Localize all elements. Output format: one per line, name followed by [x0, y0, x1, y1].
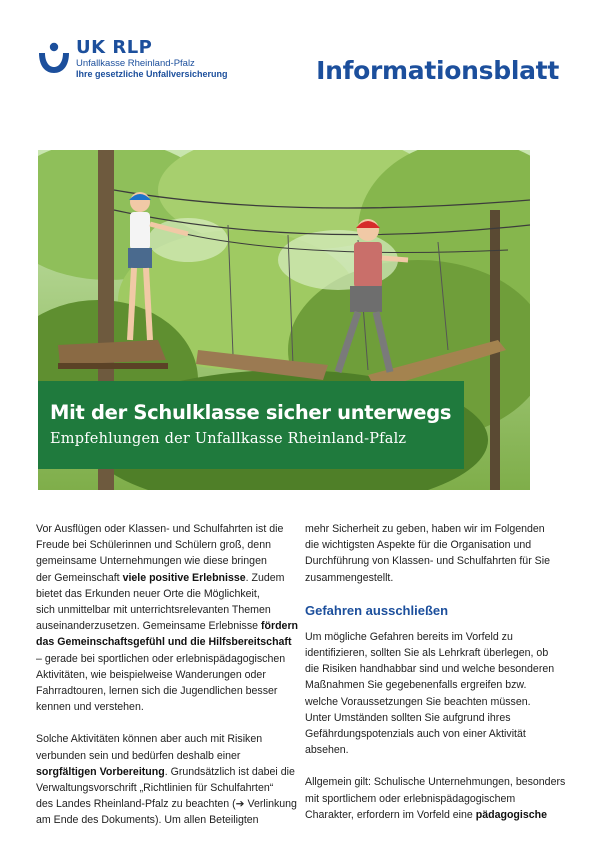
text-line: zusammengestellt.: [305, 571, 394, 584]
emphasis: fördern: [260, 620, 299, 633]
hazard-paragraph: [305, 629, 557, 759]
text-line: kennen und verstehen.: [36, 701, 144, 714]
section-heading: Gefahren ausschließen: [305, 602, 449, 618]
emphasis: pädagogische: [475, 808, 547, 821]
text-line: auseinanderzusetzen. Gemeinsame Erlebnisse fördern: [36, 620, 299, 633]
text-line: Fahrradtouren, lernen sich die Jugendlichen besser: [36, 685, 278, 698]
logo-tagline: Ihre gesetzliche Unfallversicherung: [76, 69, 228, 79]
ukrlp-logo-icon: [36, 40, 72, 76]
brand-logo: [36, 37, 228, 90]
text-line: Unter Umständen sollten Sie aufgrund ihres: [305, 711, 511, 724]
text-line: welche Voraussetzungen Sie beachten müssen.: [305, 695, 531, 708]
text-line: die Risiken handhabbar sind und welche besonderen: [305, 663, 555, 676]
text-line: Gefährdungspotenzials auch von einer Aktivität: [305, 728, 526, 741]
text-line: Freude bei Schülerinnen und Schülern groß, denn: [36, 539, 271, 552]
text-line: sorgfältigen Vorbereitung. Grundsätzlich ist dabei die: [36, 765, 295, 778]
continuation-paragraph: [305, 521, 557, 586]
page-title: Mit der Schulklasse sicher unterwegs: [50, 401, 452, 424]
text-line: Allgemein gilt: Schulische Unternehmungen, besonders: [305, 776, 566, 789]
text-line: mehr Sicherheit zu geben, haben wir im Folgenden: [305, 523, 545, 535]
emphasis: viele positive Erlebnisse: [122, 571, 246, 584]
risk-paragraph: [36, 731, 297, 828]
text-line: Vor Ausflügen oder Klassen- und Schulfahrten ist die: [36, 523, 284, 535]
title-banner: [38, 381, 464, 469]
text-line: am Ende des Dokuments). Um allen Beteiligten: [36, 814, 259, 827]
text-line: der Gemeinschaft viele positive Erlebnisse. Zudem: [36, 571, 285, 584]
text-line: – gerade bei sportlichen oder erlebnispädagogischen: [36, 652, 286, 665]
logo-name: UK RLP: [76, 37, 153, 58]
logo-subtitle: Unfallkasse Rheinland-Pfalz: [76, 58, 195, 69]
text-line: Maßnahmen Sie gegebenenfalls ergreifen bzw.: [305, 679, 527, 692]
text-line: Charakter, erfordern im Vorfeld eine pädagogische: [305, 808, 547, 821]
document-type-title: Informationsblatt: [316, 56, 559, 85]
text-line: mit sportlichem oder erlebnispädagogischem: [305, 792, 516, 805]
text-line: Verwaltungsvorschrift „Richtlinien für Schulfahrten“: [36, 782, 274, 795]
right-column: [305, 521, 566, 839]
text-line: bietet das Erkunden neuer Orte die Möglichkeit,: [36, 587, 260, 600]
left-column: [36, 521, 299, 845]
intro-paragraph: [36, 521, 299, 715]
page-subtitle: Empfehlungen der Unfallkasse Rheinland-Pfalz: [50, 431, 407, 447]
emphasis: sorgfältigen Vorbereitung: [36, 765, 165, 778]
text-line: sich unmittelbar mit unterrichtsrelevanten Themen: [36, 604, 271, 617]
text-line: identifizieren, sollten Sie als Lehrkraft überlegen, ob: [305, 647, 549, 660]
text-line: des Landes Rheinland-Pfalz zu beachten (➔ Verlinkung: [36, 798, 297, 811]
text-line: Aktivitäten, wie beispielweise Wanderungen oder: [36, 668, 266, 681]
text-line: Um mögliche Gefahren bereits im Vorfeld zu: [305, 630, 513, 643]
text-line: die wichtigsten Aspekte für die Organisation und: [305, 539, 532, 552]
text-line: gemeinsame Unternehmungen wie diese bringen: [36, 555, 267, 568]
text-line: Solche Aktivitäten können aber auch mit Risiken: [36, 733, 263, 746]
general-paragraph: [305, 774, 566, 823]
text-line: verbunden sein und bedürfen deshalb einer: [36, 749, 241, 762]
text-line: Durchführung von Klassen- und Schulfahrten für Sie: [305, 555, 550, 568]
emphasis-line: das Gemeinschaftsgefühl und die Hilfsbereitschaft: [36, 636, 292, 649]
text-line: absehen.: [305, 744, 349, 757]
